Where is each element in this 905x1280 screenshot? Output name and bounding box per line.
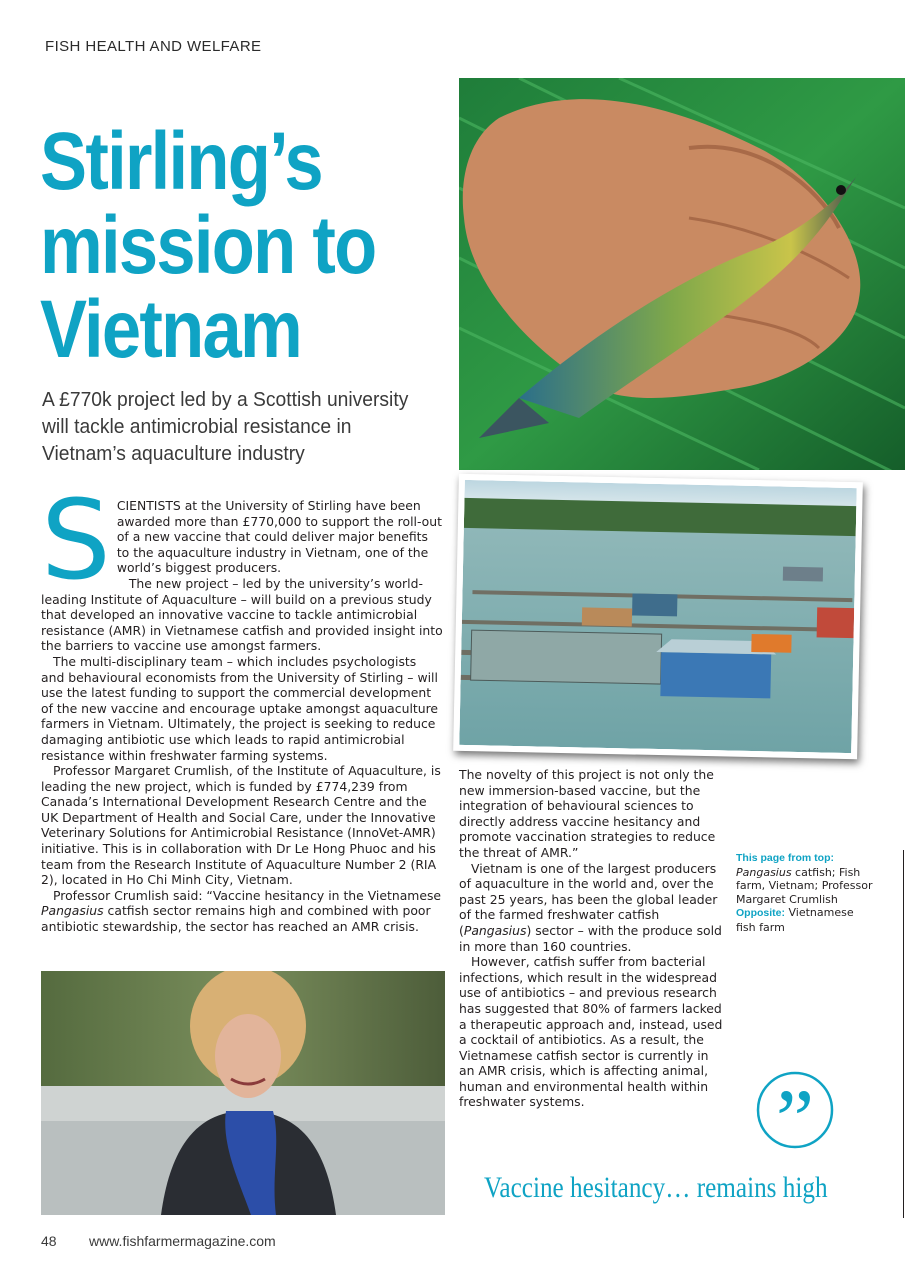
- caption-text-2: Vietnamese fish farm: [736, 906, 854, 934]
- caption-label-this-page: This page from top:: [736, 852, 834, 864]
- body-paragraph-3: The multi-disciplinary team – which includes psychologists and behavioural economists from the University of Stirling – will use the latest funding to support the commercial development of the new vaccine and encourage uptake amongst aquaculture farmers in Vietnam. Ultimately, the project is seeking to reduce damaging antibiotic use which leads to rapid antimicrobial resistance within freshwater farming systems.: [41, 653, 439, 763]
- body-paragraph-1-text: CIENTISTS at the University of Stirling have been awarded more than £770,000 to support the roll-out of a new vaccine that could deliver major benefits to the aquaculture industry in Vietnam, one of the world’s biggest producers.: [116, 498, 442, 576]
- page-number: 48: [41, 1233, 57, 1249]
- body-paragraph-5-b: catfish sector remains high and combined with poor antibiotic stewardship, the sector has reached an AMR crisis.: [41, 903, 431, 935]
- body-column-1: [41, 476, 443, 935]
- professor-portrait-photo: [41, 971, 445, 1215]
- fish-farm-photo: [459, 480, 856, 753]
- body-paragraph-7-b: ) sector – with the produce sold in more than 160 countries.: [459, 922, 722, 954]
- caption-text-1: catfish; Fish farm, Vietnam; Professor Margaret Crumlish: [736, 865, 873, 906]
- vertical-rule: [903, 850, 904, 1218]
- body-paragraph-5-a: Professor Crumlish said: “Vaccine hesitancy in the Vietnamese: [53, 887, 442, 903]
- fish-farm-photo-frame: [453, 474, 863, 759]
- headline-line-2: mission to: [40, 200, 376, 291]
- body-paragraph-7-a: Vietnam is one of the largest producers of aquaculture in the world and, over the past 25 years, has been the global leader of the farmed freshwater catfish (: [459, 860, 718, 938]
- body-paragraph-1: [41, 476, 443, 604]
- headline-line-3: Vietnam: [40, 284, 302, 375]
- body-paragraph-4: Professor Margaret Crumlish, of the Institute of Aquaculture, is leading the new project, which is funded by £774,239 from Canada’s International Development Research Centre and the UK Department of Health and Social Care, under the Innovative Veterinary Solutions for Antimicrobial Resistance (InnoVet-AMR) initiative. This is in collaboration with Dr Le Hong Phuoc and his team from the Research Institute of Aquaculture Number 2 (RIA 2), located in Ho Chi Minh City, Vietnam.: [41, 763, 441, 888]
- body-paragraph-2: The new project – led by the university’s world-leading Institute of Aquaculture – will build on a previous study that developed an innovative vaccine to tackle antimicrobial resistance (AMR) in Vietnamese catfish and provided insight into the barriers to vaccine use amongst farmers.: [41, 575, 443, 654]
- quote-mark: ”: [775, 1071, 815, 1150]
- headline: [40, 116, 401, 375]
- photo-caption: [736, 851, 876, 934]
- body-paragraph-7: [459, 861, 725, 955]
- section-label: FISH HEALTH AND WELFARE: [45, 38, 262, 55]
- pull-quote: Vaccine hesitancy… remains high: [484, 1171, 828, 1204]
- quote-icon: [755, 1070, 835, 1150]
- body-paragraph-5: [41, 888, 443, 935]
- body-paragraph-6: The novelty of this project is not only the new immersion-based vaccine, but the integration of behavioural sciences to directly address vaccine hesitancy and promote vaccination strategies to reduce the threat of AMR.”: [459, 767, 716, 860]
- body-paragraph-8: However, catfish suffer from bacterial infections, which result in the widespread use of antibiotics – and previous research has suggested that 80% of farmers lacked a therapeutic approach and, instead, used a cocktail of antibiotics. As a result, the Vietnamese catfish sector is currently in an AMR crisis, which is affecting animal, human and environmental health within freshwater systems.: [459, 954, 723, 1110]
- drop-cap: S: [41, 476, 111, 604]
- headline-line-1: Stirling’s: [40, 116, 322, 207]
- body-column-2: [459, 767, 725, 1110]
- standfirst: A £770k project led by a Scottish university will tackle antimicrobial resistance in Vietnam’s aquaculture industry: [42, 388, 409, 465]
- footer-url[interactable]: www.fishfarmermagazine.com: [89, 1233, 276, 1249]
- body-paragraph-5-italic: Pangasius: [41, 903, 104, 919]
- caption-species: Pangasius: [736, 865, 792, 879]
- body-paragraph-7-italic: Pangasius: [463, 922, 527, 938]
- caption-label-opposite: Opposite:: [736, 907, 785, 919]
- catfish-photo: [459, 78, 905, 470]
